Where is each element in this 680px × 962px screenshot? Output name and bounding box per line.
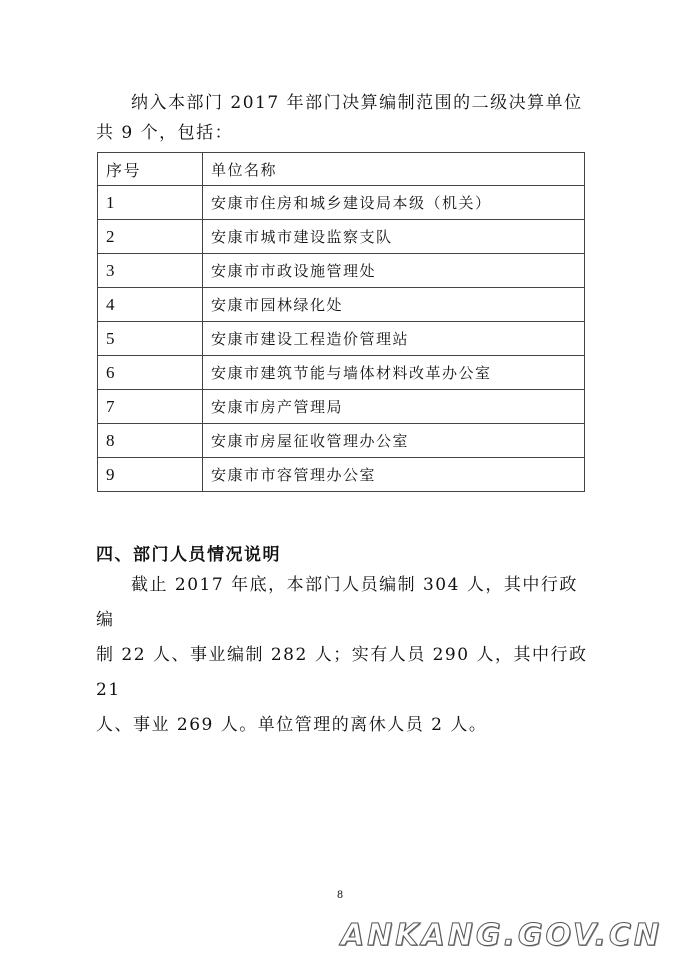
table-row	[98, 254, 585, 288]
row-number: 3	[98, 254, 203, 288]
row-number: 1	[98, 186, 203, 220]
table-row	[98, 322, 585, 356]
staff-line-2: 制 22 人、事业编制 282 人；实有人员 290 人，其中行政 21	[96, 645, 588, 700]
page-number: 8	[336, 890, 344, 901]
intro-line-2: 共 9 个，包括：	[96, 123, 234, 143]
table-row	[98, 220, 585, 254]
row-unit-name: 安康市住房和城乡建设局本级（机关）	[203, 186, 585, 220]
row-unit-name: 安康市房产管理局	[203, 390, 585, 424]
table-header-row	[98, 153, 585, 186]
row-unit-name: 安康市市政设施管理处	[203, 254, 585, 288]
table-row	[98, 424, 585, 458]
row-number: 2	[98, 220, 203, 254]
row-unit-name: 安康市市容管理办公室	[203, 458, 585, 492]
table-row	[98, 458, 585, 492]
row-number: 4	[98, 288, 203, 322]
site-watermark: ANKANG.GOV.CN	[340, 918, 662, 953]
table-row	[98, 390, 585, 424]
row-number: 5	[98, 322, 203, 356]
header-unit-name: 单位名称	[203, 153, 585, 186]
table-row	[98, 288, 585, 322]
table-row	[98, 186, 585, 220]
table-row	[98, 356, 585, 390]
intro-paragraph	[96, 88, 596, 148]
row-number: 7	[98, 390, 203, 424]
row-unit-name: 安康市园林绿化处	[203, 288, 585, 322]
staff-line-3: 人、事业 269 人。单位管理的离休人员 2 人。	[96, 715, 488, 735]
staff-line-1: 截止 2017 年底，本部门人员编制 304 人，其中行政编	[96, 575, 578, 630]
row-number: 9	[98, 458, 203, 492]
staff-paragraph	[96, 568, 596, 743]
intro-line-1: 纳入本部门 2017 年部门决算编制范围的二级决算单位	[131, 93, 583, 113]
header-serial-number: 序号	[98, 153, 203, 186]
row-number: 8	[98, 424, 203, 458]
row-unit-name: 安康市建设工程造价管理站	[203, 322, 585, 356]
section-heading: 四、部门人员情况说明	[96, 545, 281, 565]
row-unit-name: 安康市建筑节能与墙体材料改革办公室	[203, 356, 585, 390]
units-table	[97, 152, 585, 492]
row-unit-name: 安康市房屋征收管理办公室	[203, 424, 585, 458]
row-number: 6	[98, 356, 203, 390]
row-unit-name: 安康市城市建设监察支队	[203, 220, 585, 254]
